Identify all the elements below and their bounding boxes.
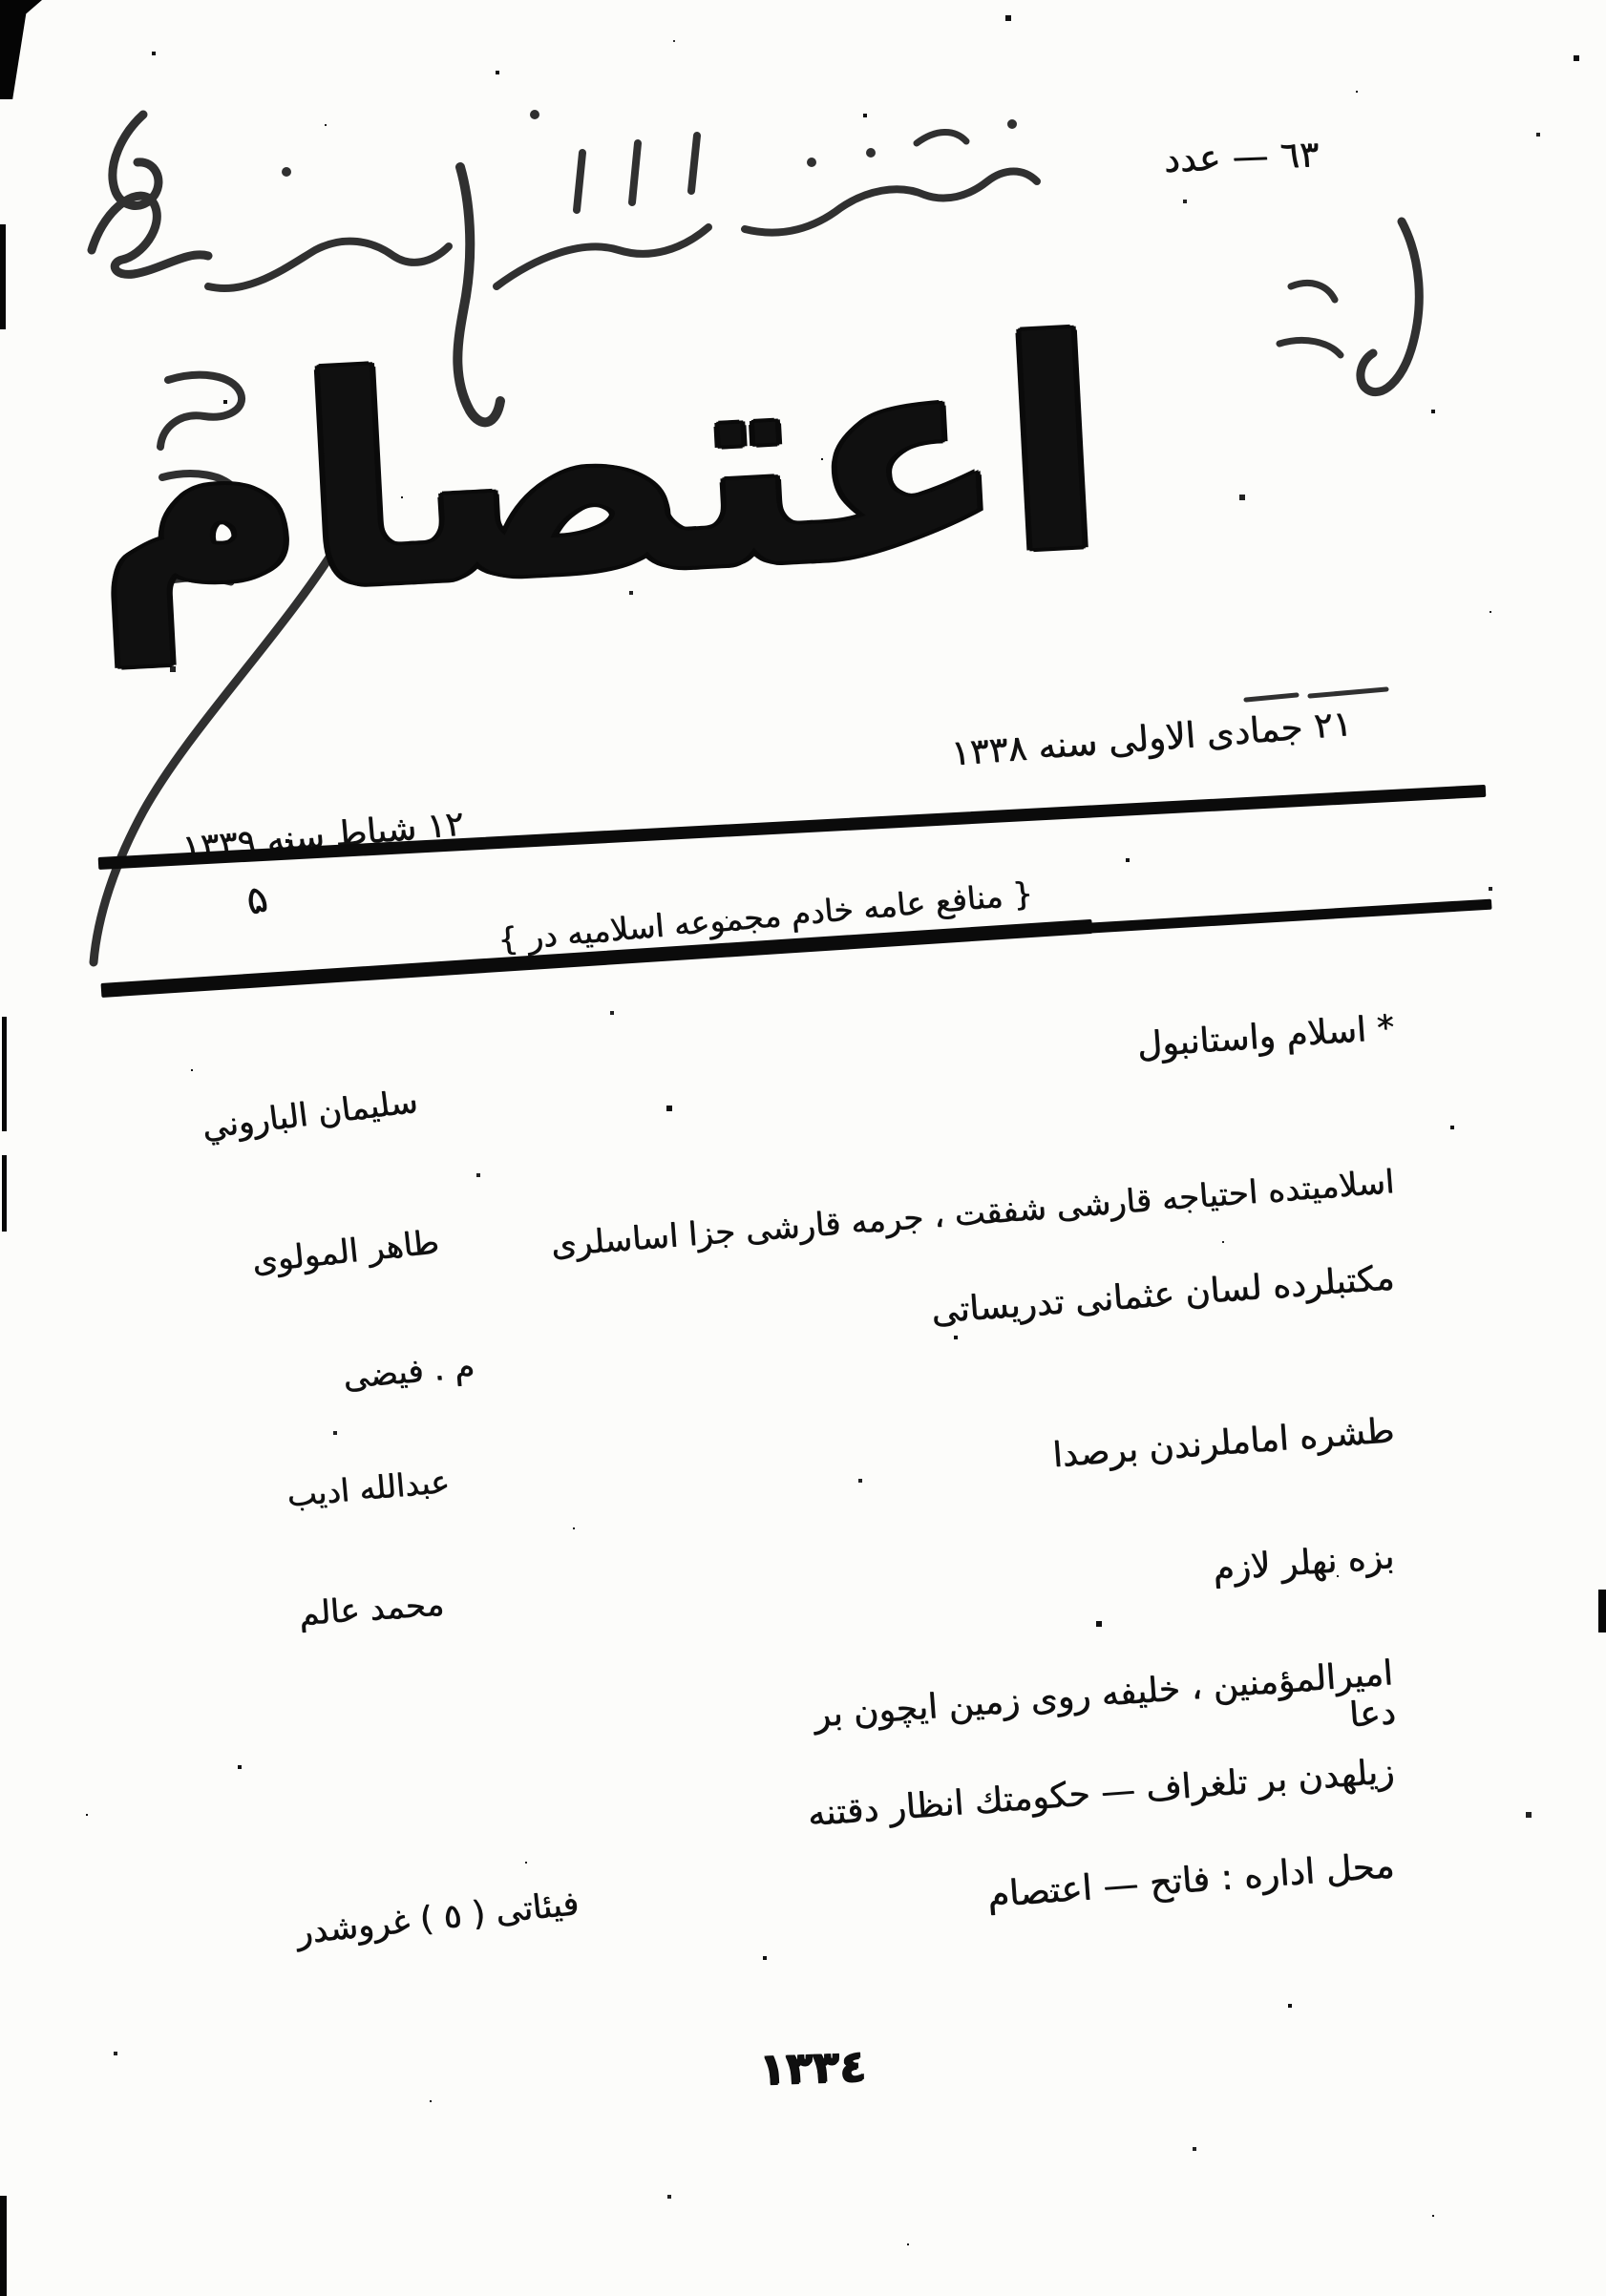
toc-entry-ottoman-language-teaching: مكتبلرده لسان عثمانى تدريساتى — [929, 1258, 1396, 1332]
dash-marks — [1246, 689, 1386, 700]
year-number: ١٣٣٤ — [757, 2039, 867, 2095]
journal-title-calligraphy: اعتصام — [83, 279, 1110, 665]
toc-author: طاهر المولوى — [249, 1223, 441, 1281]
toc-entry-islam-and-istanbul: * اسلام واستانبول — [1135, 1008, 1396, 1065]
scan-edge-artifact — [0, 224, 6, 329]
toc-entry-what-we-need: بزه نهلر لازم — [1211, 1537, 1396, 1590]
toc-entry-telegram-from-zile: زيلهدن بر تلغراف — حكومتك انظار دقتنه — [806, 1752, 1396, 1835]
scan-edge-artifact — [2, 1155, 7, 1232]
toc-author: سليمان الباروني — [200, 1082, 420, 1148]
date-rumi: ١٢ شباط سنه ١٣٣٩ — [180, 804, 466, 869]
issue-number: ٦٣ — عدد — [1163, 133, 1320, 180]
scan-noise-speckles — [0, 0, 2, 2]
horizontal-rule-bottom-right — [1067, 899, 1492, 935]
scan-corner-artifact — [0, 0, 42, 99]
toc-author: م . فيضى — [341, 1347, 476, 1398]
toc-author: محمد عالم — [297, 1585, 446, 1633]
scan-edge-artifact — [2, 1017, 7, 1131]
scan-edge-artifact — [1598, 1590, 1606, 1632]
toc-entry-prayer-for-caliph: اميرالمؤمنين ، خليفه روى زمين ايچون بر دعا — [812, 1654, 1398, 1736]
date-hijri: ٢١ جمادى الاولى سنه ١٣٣٨ — [949, 703, 1354, 774]
margin-mark: ۵ — [241, 876, 273, 924]
toc-author: عبدالله اديب — [285, 1462, 452, 1514]
journal-subtitle: { منافع عامه خادم مجموعه اسلاميه در } — [496, 874, 1035, 958]
toc-entry-compassion-and-punishment: اسلاميتده احتياجه قارشى شفقت ، جرمه قارشى جزا اساسلرى — [549, 1163, 1396, 1265]
toc-entry-voice-of-provincial-imams: طشره اماملرندن برصدا — [1051, 1411, 1396, 1476]
price-line: فيئاتى ( ٥ ) غروشدر — [294, 1885, 581, 1952]
administration-address: محل اداره : فاتح — اعتصام — [985, 1844, 1396, 1916]
scan-edge-artifact — [0, 2196, 7, 2296]
